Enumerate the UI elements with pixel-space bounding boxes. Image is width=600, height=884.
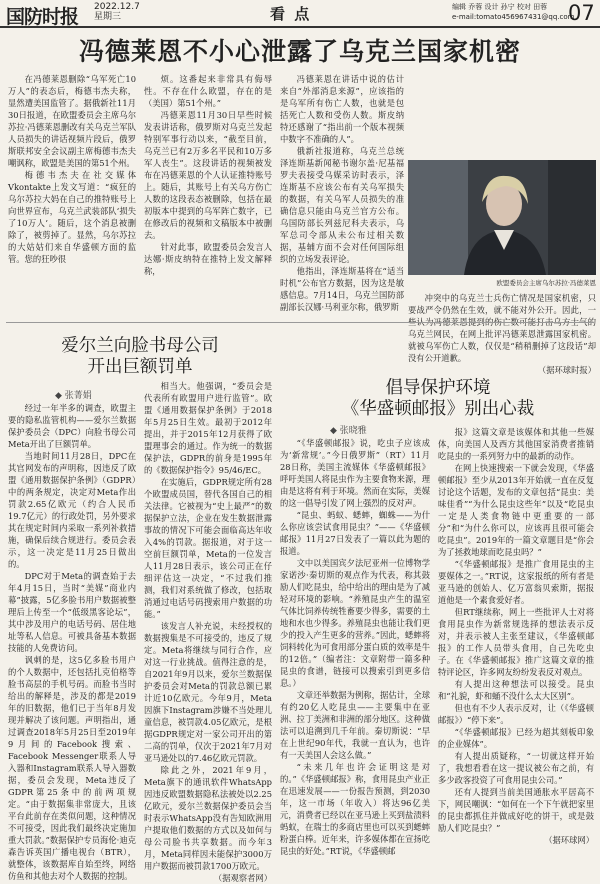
paragraph: 经过一年半多的调查，欧盟主要的隐私监管机构——爱尔兰数据保护委员会（DPC）向脸书母公司Meta开出了巨额罚单。 (8, 403, 136, 449)
issue-date: 2022.12.7 (94, 2, 140, 12)
paragraph: 报》这篇文章是该媒体和其他一些媒体，向美国人及西方其他国家消费者推销吃昆虫的一系列努力中的最新的动作。 (438, 427, 594, 461)
paragraph: 冯德莱恩11月30日早些时候发表讲话称，俄罗斯对乌克兰发起特别军事行动以来，“截至目前，乌克兰已有2万多名平民和10万多军人丧生”。这段讲话的视频被发布在冯德莱恩的个人认证推特账号上。随后，其账号上有关乌方伤亡人数的这段表态被删除，包括在最初版本中提到的乌军阵亡数字，已在修改后的视频和文稿版本中被删去。 (144, 110, 272, 240)
story2-column-2 (144, 380, 272, 883)
byline-marker-icon: ◆ (330, 426, 340, 436)
paragraph: 冲突中的乌克兰士兵伤亡情况是国家机密，只要战严令仍然在生效，就不能对外公开。因此，一些认为冯德莱恩提到的伤亡数可能打击乌方士气的乌克兰网民，在网上批评冯德莱恩泄露国家机密。就被乌军伤亡人数，仅仅是“稍稍删掉了这段话”却没有公开道歉。 (408, 293, 596, 363)
paragraph: 他指出，泽连斯基将在“适当时机”公布官方数据，因为这是敏感信息。7月14日，乌克兰国防部副部长汉娜·马利亚尔称，俄罗斯 (280, 266, 404, 312)
story2-headline-line2: 开出巨额罚单 (87, 357, 193, 377)
paragraph: 该发言人补充说，未经授权的数据搜集是不可接受的，违反了规定。Meta将继续与同行合作，应对这一行业挑战。值得注意的是，自2021年9月以来，爱尔兰数据保护委员会对Meta的罚款总额已累计近10亿欧元。今年9月，Meta因旗下Instagram涉嫌不当处理儿童信息，被罚款4.05亿欧元，是根据GDPR规定对一家公司开出的第二高的罚单，仅次于2021年7月对亚马逊处以的7.46亿欧元罚款。 (144, 621, 272, 763)
page-number: 07 (568, 1, 595, 25)
lead-photo (408, 160, 596, 275)
story3-credit: （据环球网） (544, 835, 594, 845)
story2-byline-name: 张菁娟 (64, 391, 92, 401)
lead-column-4 (408, 292, 596, 376)
story2-credit: （据观察者网） (213, 873, 272, 883)
paragraph: 除此之外，2021年9月，Meta旗下的通讯软件WhatsApp因违反欧盟数据隐私法被处以2.25亿欧元，爱尔兰数据保护委员会当时表示WhatsApp没有告知欧洲用户提取他们数据的方式以及如何与母公司脸书共享数据。而今年3月，Meta同样因未能保护3000万用户数据而被罚款1700万欧元。 (144, 765, 272, 871)
lead-column-1 (8, 73, 136, 318)
paragraph: 但也有不少人表示反对，让（《华盛顿邮报》）“停下来”。 (438, 703, 594, 725)
paragraph: 讽刺的是，这5亿多脸书用户的个人数据中，还包括扎克伯格等脸书高层的手机号码。而脸书当时给出的解释是，涉及的都是2019年的旧数据，他们已于当年8月发现并解决了该问题。声明指出，通过调查2018年5月25日至2019年9月间的Facebook搜索、Facebook Messenger联系人导入器和Instagram联系人导入器数据，委员会发现，Meta违反了GDPR第25条中的前两项规定。“由于数据集非常庞大，且该平台此前存在类似问题，这种情况不可接受，因此我们最终决定施加重大罚款。”数据保护专员海伦·迪克森告诉英国广播电视台（BTR），就整体，该数据库自始至终，网络仿鱼和其他去对个人数据的控制。 (8, 655, 136, 881)
lead-headline: 冯德莱恩不小心泄露了乌克兰国家机密 (78, 37, 521, 66)
lead-credit: （据环球时报） (537, 365, 596, 375)
story2-headline (8, 336, 272, 378)
paragraph: 针对此事，欧盟委员会发言人达娜·斯皮纳特在推特上发文解释称， (144, 242, 272, 276)
paragraph: “《华盛顿邮报》说，吃虫子应该成为‘新常规’。”今日俄罗斯”（RT）11月28日称，美国主流媒体《华盛顿邮报》呼吁美国人将昆虫作为主要食物来源，理由是这将有利于环境。然而在实际，美媒的这一倡导引发了网上强烈的反对声。 (280, 438, 430, 508)
paragraph: 烦。这番起来非常具有侮辱性。不存在什么欧盟，存在的是（美国）第51个州。” (144, 74, 272, 108)
paragraph: 冯德莱恩在讲话中说的估计来自“外部消息来源”，应该指的是乌军所有伤亡人数，也就是包括死亡人数和受伤人数。斯皮纳特还感谢了“指出前一个版本视频中数字不准确的人”。 (280, 74, 404, 144)
byline-marker-icon: ◆ (55, 391, 65, 401)
story2-byline (55, 388, 92, 401)
story2-headline-line1: 爱尔兰向脸书母公司 (61, 336, 219, 356)
paragraph: 在实施后，GDPR规定所有28个欧盟成员国，替代各国自己的相关法律。它被视为“史上最严”的数据保护立法，企业在发生数据泄露事故的情况下可能会面临高达年收入4%的罚款。据报道，对于这一空前巨额罚单，Meta的一位发言人11月28日表示，该公司正在仔细评估这一决定，“不过我们推测，我们对系统做了修改，包括取消通过电话号码搜索用户数据的功能。” (144, 477, 272, 619)
paragraph: “未来几年也许会证明这是对的。”《华盛顿邮报》称，食用昆虫产业正在迅速发展——一份报告预测，到2030年，这一市场（年收入）将达96亿美元，消费者已经以在亚马逊上买到盐渍料蚂蚁，在瑞士的多商店里也可以买到蟋蟀粉蛋白棒。近年来，许多媒体都在宣扬吃昆虫的好处。”RT说，《华盛顿邮 (280, 762, 430, 856)
issue-weekday: 星期三 (94, 12, 122, 22)
section-title: 看 点 (270, 5, 312, 23)
email-line: e-mail:tomato456967431@qq.com (452, 13, 575, 21)
editor-line: 编辑 乔蓉 设计 孙宁 校对 田蓉 (452, 3, 548, 11)
paragraph: “昆虫、蚂蚁、蟋蟀，蜘蛛——为什么你应该尝试食用昆虫？”——《华盛顿邮报》11月27日发表了一篇以此为题的报道。 (280, 510, 430, 556)
paragraph: 有人提出质疑称，“一切就这样开始了，我想看看在这一提议被公布之前，有多少政客投资了可食用昆虫公司。” (438, 751, 594, 785)
story2-column-1 (8, 402, 136, 881)
paragraph: 在网上快速搜索一下就会发现，《华盛顿邮报》至少从2013年开始就一直在反复讨论这个话题，发布的文章包括“昆虫：美味佳肴”“为什么昆虫这些年”以及“吃昆虫一定是人类食物链中更重要的一部分”和“为什么你可以，应该再且很可能会吃昆虫”。2019年的一篇文章题目是“你会为了拯救地球而吃昆虫吗？” (438, 463, 594, 557)
story3-byline-name: 张晓雅 (339, 426, 367, 436)
paragraph: 文中以美国宾夕法尼亚州一位博物学家诺沙·秦切斯的观点作为代表，称其鼓励人们吃昆虫，给中给出的理由是为了减轻对环境的影响。“养殖昆虫产生的温室气体比饲养传统牲畜要少得多，需要的土地和水也少得多。养殖昆虫也能让我们更少的投入产生更多的营养。”因此，蟋蟀将饲料转化为可食用部分蛋白质的效率是牛的12倍。”（编者注：文章附带一篇多种昆虫的食谱，链接可以搜索引到更多信息。） (280, 558, 430, 688)
paragraph: 在冯德莱恩删除“乌军死亡10万人”的表态后，梅德韦杰夫称，显然遭美国监管了。据俄新社11月30日报道，在欧盟委员会主席乌尔苏拉·冯德莱恩删改有关乌克兰军队人员损失的讲话视频片段后，俄罗斯联邦安全会议副主席梅德韦杰夫嘲讽称，欧盟是美国的第51个州。 (8, 74, 136, 168)
portrait-image (408, 160, 596, 275)
editor-contact (452, 2, 575, 22)
story3-headline-line1: 倡导保护环境 (385, 378, 491, 398)
paragraph: “《华盛顿邮报》已经为超其刻板印象的企业媒体”。 (438, 727, 594, 749)
photo-caption: 欧盟委员会主席乌尔苏拉·冯德莱恩 (496, 279, 596, 287)
story3-column-2 (438, 426, 594, 845)
paragraph: 还有人提到当前美国通胀水平居高不下，网民嘲讽：“如何在一个下午就把家里的昆虫都抓住并做成好吃的饼干，或是鼓励人们吃昆虫？” (438, 787, 594, 833)
story3-headline (280, 378, 596, 420)
paragraph: 但RT继续称，网上一些批评人士对将食用昆虫作为新常规选择的想法表示反对，并表示被人主张至建议，《华盛顿邮报》的工作人员带头食用，自己先吃虫子。在《华盛顿邮报》推广这篇文章的推特评论区，许多网友纷纷发表反对观点。 (438, 607, 594, 677)
story3-headline-line2: 《华盛顿邮报》别出心裁 (341, 399, 535, 419)
paragraph: DPC对于Meta的调查始于去年4月15日，当时“美媒”商业内幕”披露，5亿多脸书用户数据被整理后上传至一个“低级黑客论坛”，其中涉及用户的电话号码、居住地址等私人信息。可被具备基本数据技能的人免费访问。 (8, 571, 136, 653)
paragraph: 当地时间11月28日，DPC在其官网发布的声明称，因违反了欧盟《通用数据保护条例》（GDPR）中的两条规定，决定对Meta作出罚款2.65亿欧元（约合人民币19.7亿元）的行政处罚，另外要求其在规定时间内采取一系列补救措施，确保后续合规进行。委员会表示，这一决定是11月25日做出的。 (8, 451, 136, 569)
masthead-logo: 国防时报 (6, 6, 79, 28)
story3-byline (330, 423, 367, 436)
paragraph: 有人提出这种想法可以接受。昆虫和“礼貌，虾和蛹不没什么太大区别”。 (438, 679, 594, 701)
story3-column-1 (280, 437, 430, 856)
paragraph: 文章还举数据为例称，据估计，全球有约20亿人吃昆虫——主要集中在亚洲、拉丁美洲和非洲的部分地区。这种做法可以追溯到几千年前。秦切斯说：“早在上世纪90年代，我就一直认为，也许有一天美国人会这么做。” (280, 690, 430, 760)
paragraph: “《华盛顿邮报》是推广食用昆虫的主要媒体之一。”RT说，这家报纸的所有者是亚马逊的创始人、亿万富翁贝索斯，据报道他是一个素食爱好者。 (438, 559, 594, 605)
lead-column-3 (280, 73, 404, 318)
page-header (0, 0, 600, 28)
paragraph: 梅德韦杰夫在社交媒体Vkontakte上发文写道：“疯狂的乌尔苏拉大妈在自己的推特账号上向世界宣布，乌克兰武装部队‘损失了10万人’。随后，这个消息被删除了，被剪掉了。显然，乌尔苏拉的大姑姑们来自华盛顿方面的监管。您的狂吵很 (8, 170, 136, 264)
paragraph: 俄新社报道称，乌克兰总统泽连斯基新闻秘书谢尔盖·尼基福罗夫表接受乌媒采访时表示，泽连斯基不应该公布有关乌军损失的数据，有关乌军人员损失的准确信息只能由乌克兰官方公布。乌国防部长列兹尼科夫表示，乌军总司令部从未公布过相关数据，基辅方面不会对任何国际组织的立场发表评论。 (280, 146, 404, 264)
column-divider (6, 322, 594, 323)
lead-column-2 (144, 73, 272, 318)
issue-date-block (94, 2, 140, 22)
paragraph: 相当大。他强调，“委员会是代表所有欧盟用户进行监管”。欧盟《通用数据保护条例》于2018年5月25日生效。最初于2012年提出，并于2015年12月获得了欧盟理事会的通过。作为统一的数据保护法，GDPR的前身是1995年的《数据保护指令》95/46/EC。 (144, 381, 272, 475)
